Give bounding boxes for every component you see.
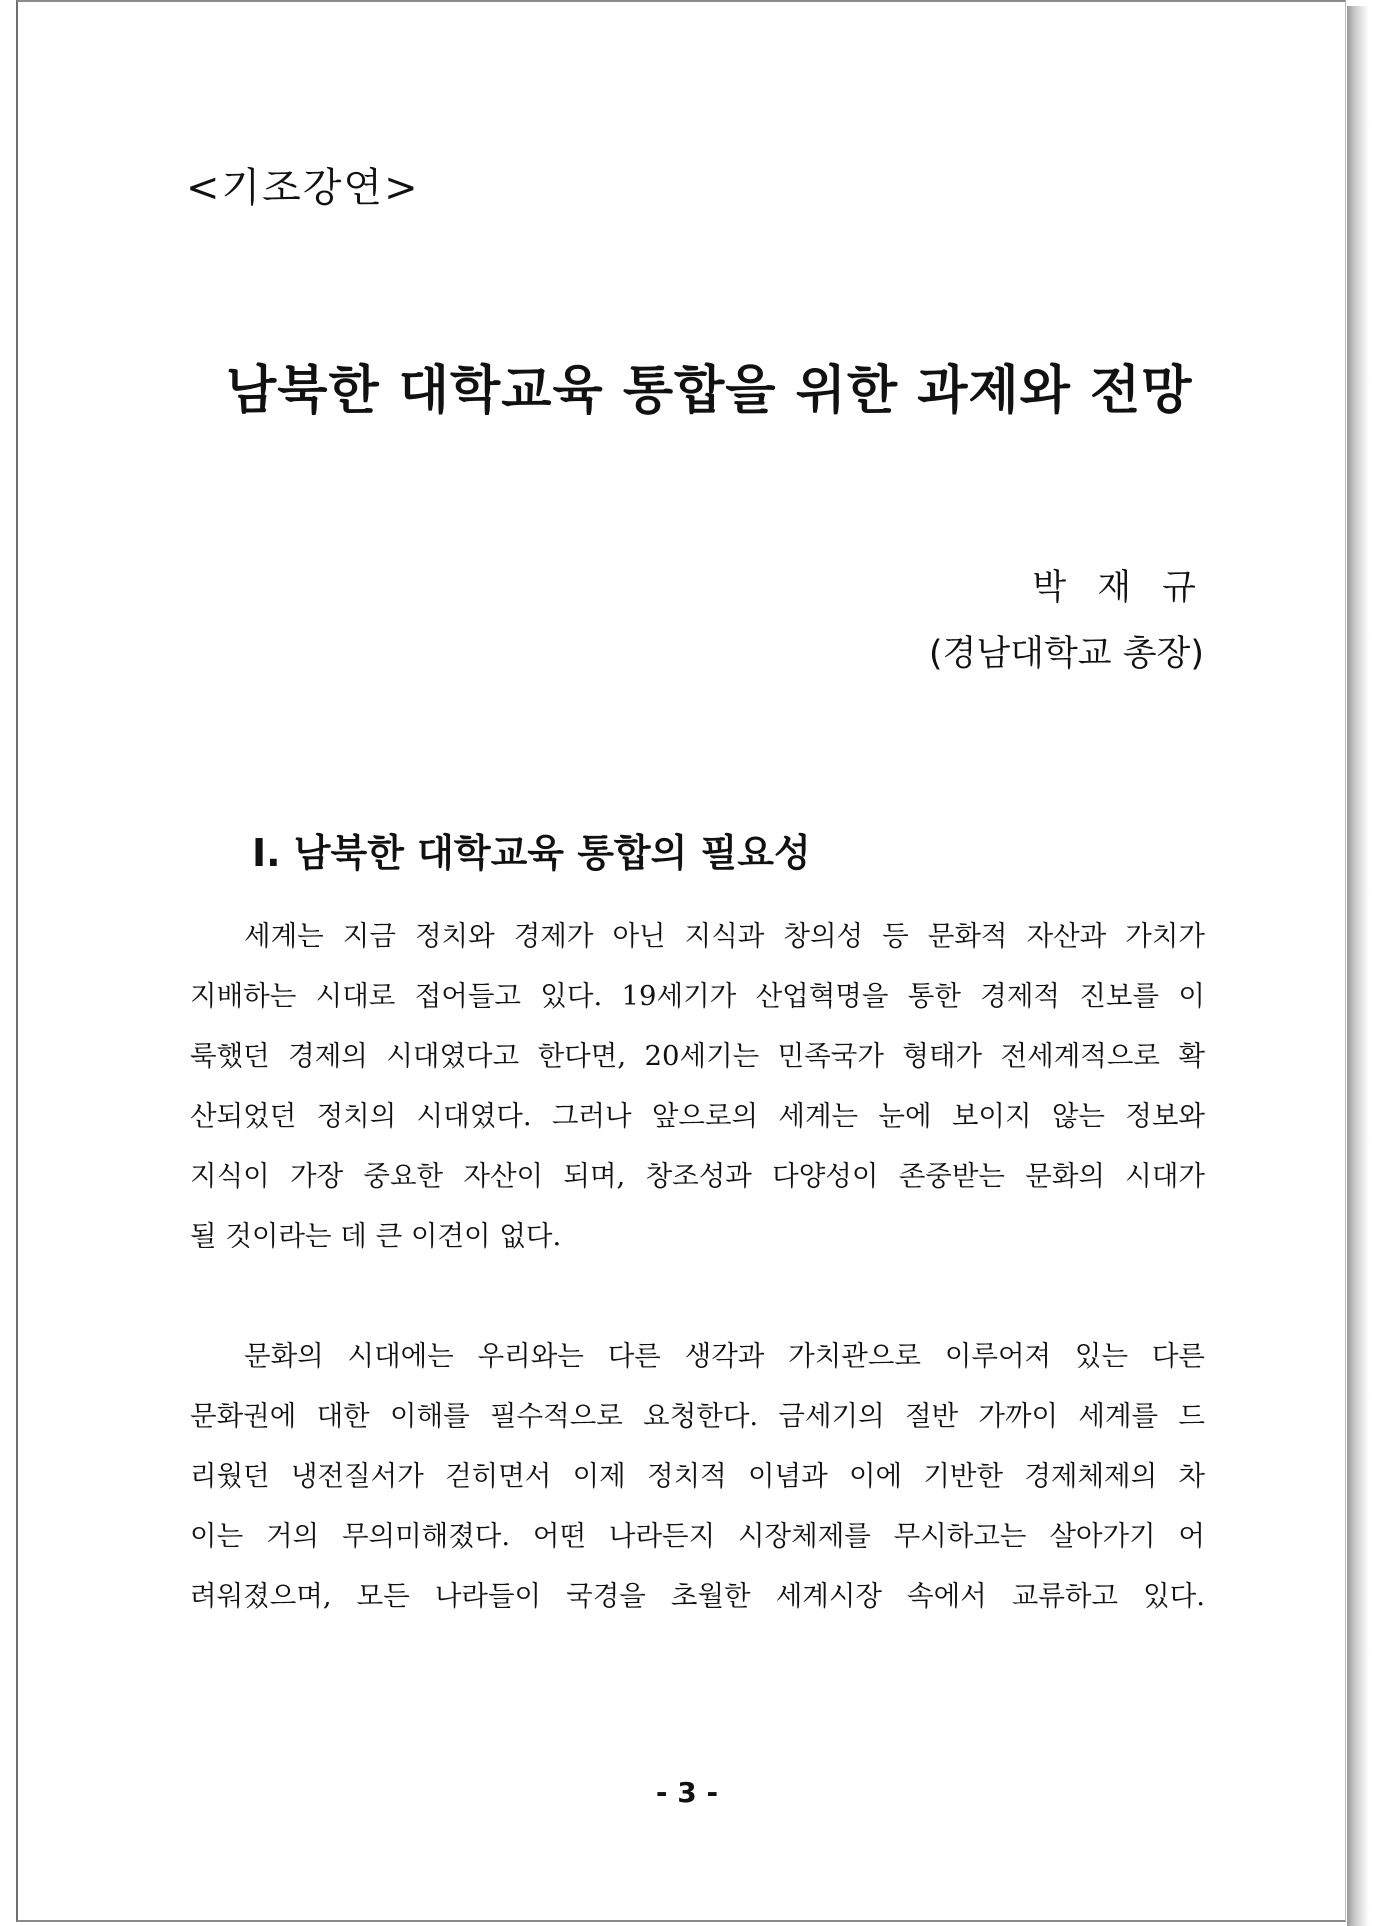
paragraph-line: 려워졌으며, 모든 나라들이 국경을 초월한 세계시장 속에서 교류하고 있다. xyxy=(190,1580,1205,1612)
body-paragraph-1 xyxy=(190,906,1205,1266)
paragraph-line: 문화의 시대에는 우리와는 다른 생각과 가치관으로 이루어져 있는 다른 xyxy=(244,1340,1205,1372)
author-name: 박 재 규 xyxy=(1032,568,1206,608)
paragraph-line: 리웠던 냉전질서가 걷히면서 이제 정치적 이념과 이에 기반한 경제체제의 차 xyxy=(190,1460,1205,1492)
page-number: - 3 - xyxy=(655,1776,719,1809)
paragraph-line: 지식이 가장 중요한 자산이 되며, 창조성과 다양성이 존중받는 문화의 시대가 xyxy=(190,1160,1205,1192)
session-label: <기조강연> xyxy=(186,165,420,211)
author-affiliation: (경남대학교 총장) xyxy=(928,634,1204,674)
body-paragraph-2 xyxy=(190,1326,1205,1626)
paragraph-line: 문화권에 대한 이해를 필수적으로 요청한다. 금세기의 절반 가까이 세계를 드 xyxy=(190,1400,1205,1432)
paragraph-line: 이는 거의 무의미해졌다. 어떤 나라든지 시장체제를 무시하고는 살아가기 어 xyxy=(190,1520,1205,1552)
paragraph-line: 지배하는 시대로 접어들고 있다. 19세기가 산업혁명을 통한 경제적 진보를 이 xyxy=(190,980,1205,1012)
paragraph-line: 될 것이라는 데 큰 이견이 없다. xyxy=(190,1220,562,1252)
page-shadow xyxy=(1347,6,1369,1926)
document-title: 남북한 대학교육 통합을 위한 과제와 전망 xyxy=(226,361,1193,421)
paragraph-line: 산되었던 정치의 시대였다. 그러나 앞으로의 세계는 눈에 보이지 않는 정보와 xyxy=(190,1100,1205,1132)
section-heading: I. 남북한 대학교육 통합의 필요성 xyxy=(252,831,811,875)
paragraph-line: 세계는 지금 정치와 경제가 아닌 지식과 창의성 등 문화적 자산과 가치가 xyxy=(244,920,1205,952)
paragraph-line: 룩했던 경제의 시대였다고 한다면, 20세기는 민족국가 형태가 전세계적으로 확 xyxy=(190,1040,1205,1072)
